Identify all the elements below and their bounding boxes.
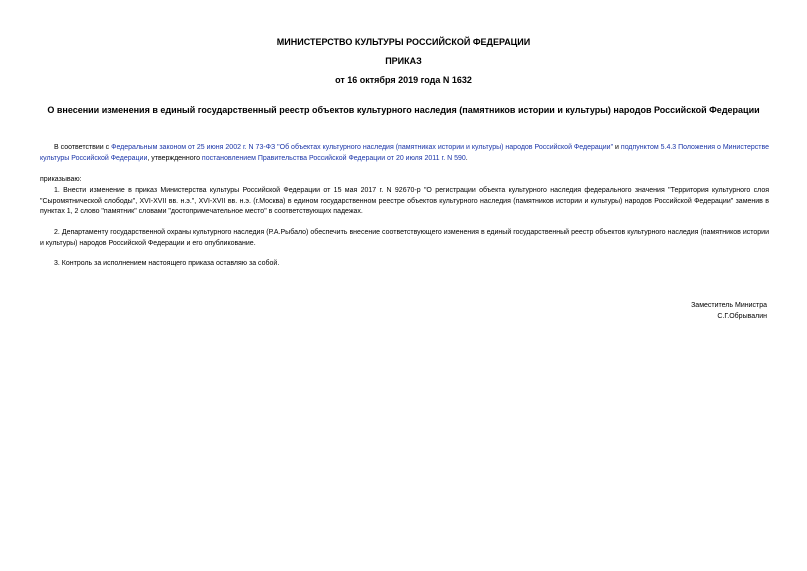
- signatory-position: Заместитель Министра: [691, 302, 767, 309]
- preamble-text-2: и: [613, 144, 621, 151]
- doc-type-heading: ПРИКАЗ: [385, 56, 422, 66]
- signatory-name: С.Г.Обрывалин: [717, 313, 767, 320]
- regulation-subpoint-link[interactable]: подпунктом 5.4.3 Положения о Министерстве культуры Российской Федерации: [40, 144, 769, 162]
- federal-law-link[interactable]: Федеральным законом от 25 июня 2002 г. N 73-ФЗ "Об объектах культурного наследия (памятниках истории и культуры) народов Российской Федерации": [111, 144, 614, 151]
- document-title: О внесении изменения в единый государственный реестр объектов культурного наследия (памятников истории и культуры) народов Российской Федерации: [47, 105, 760, 115]
- preamble-paragraph: [40, 143, 769, 164]
- order-item-1: 1. Внести изменение в приказ Министерства культуры Российской Федерации от 15 мая 2017 г. N 92670-р "О регистрации объекта культурного наследия федерального значения "Территория культурного слоя "Сыромятнической слободы", XVI-XVII вв. н.э.", XVI-XVII вв. н.э. (г.Москва) в едином государственном реестре объектов культурного наследия (памятников истории и культуры) народов Российской Федерации" заменив в пунктах 1, 2 слово "памятник" словами "достопримечательное место" в соответствующих падежах.: [40, 187, 769, 215]
- preamble-text-3: , утвержденного: [147, 154, 202, 162]
- signature-block: [691, 300, 767, 322]
- date-number-heading: от 16 октября 2019 года N 1632: [335, 75, 472, 85]
- ministry-heading: МИНИСТЕРСТВО КУЛЬТУРЫ РОССИЙСКОЙ ФЕДЕРАЦИИ: [276, 37, 531, 47]
- order-word: приказываю:: [40, 176, 82, 183]
- order-item-2: 2. Департаменту государственной охраны культурного наследия (Р.А.Рыбало) обеспечить внесение соответствующего изменения в единый государственный реестр объектов культурного наследия (памятников истории и культуры) народов Российской Федерации и его опубликование.: [40, 229, 769, 247]
- preamble-text-1: В соответствии с: [54, 144, 112, 151]
- order-item-3: 3. Контроль за исполнением настоящего приказа оставляю за собой.: [54, 260, 280, 267]
- government-decree-link[interactable]: постановлением Правительства Российской Федерации от 20 июля 2011 г. N 590: [201, 154, 466, 162]
- preamble-text-4: .: [465, 154, 468, 162]
